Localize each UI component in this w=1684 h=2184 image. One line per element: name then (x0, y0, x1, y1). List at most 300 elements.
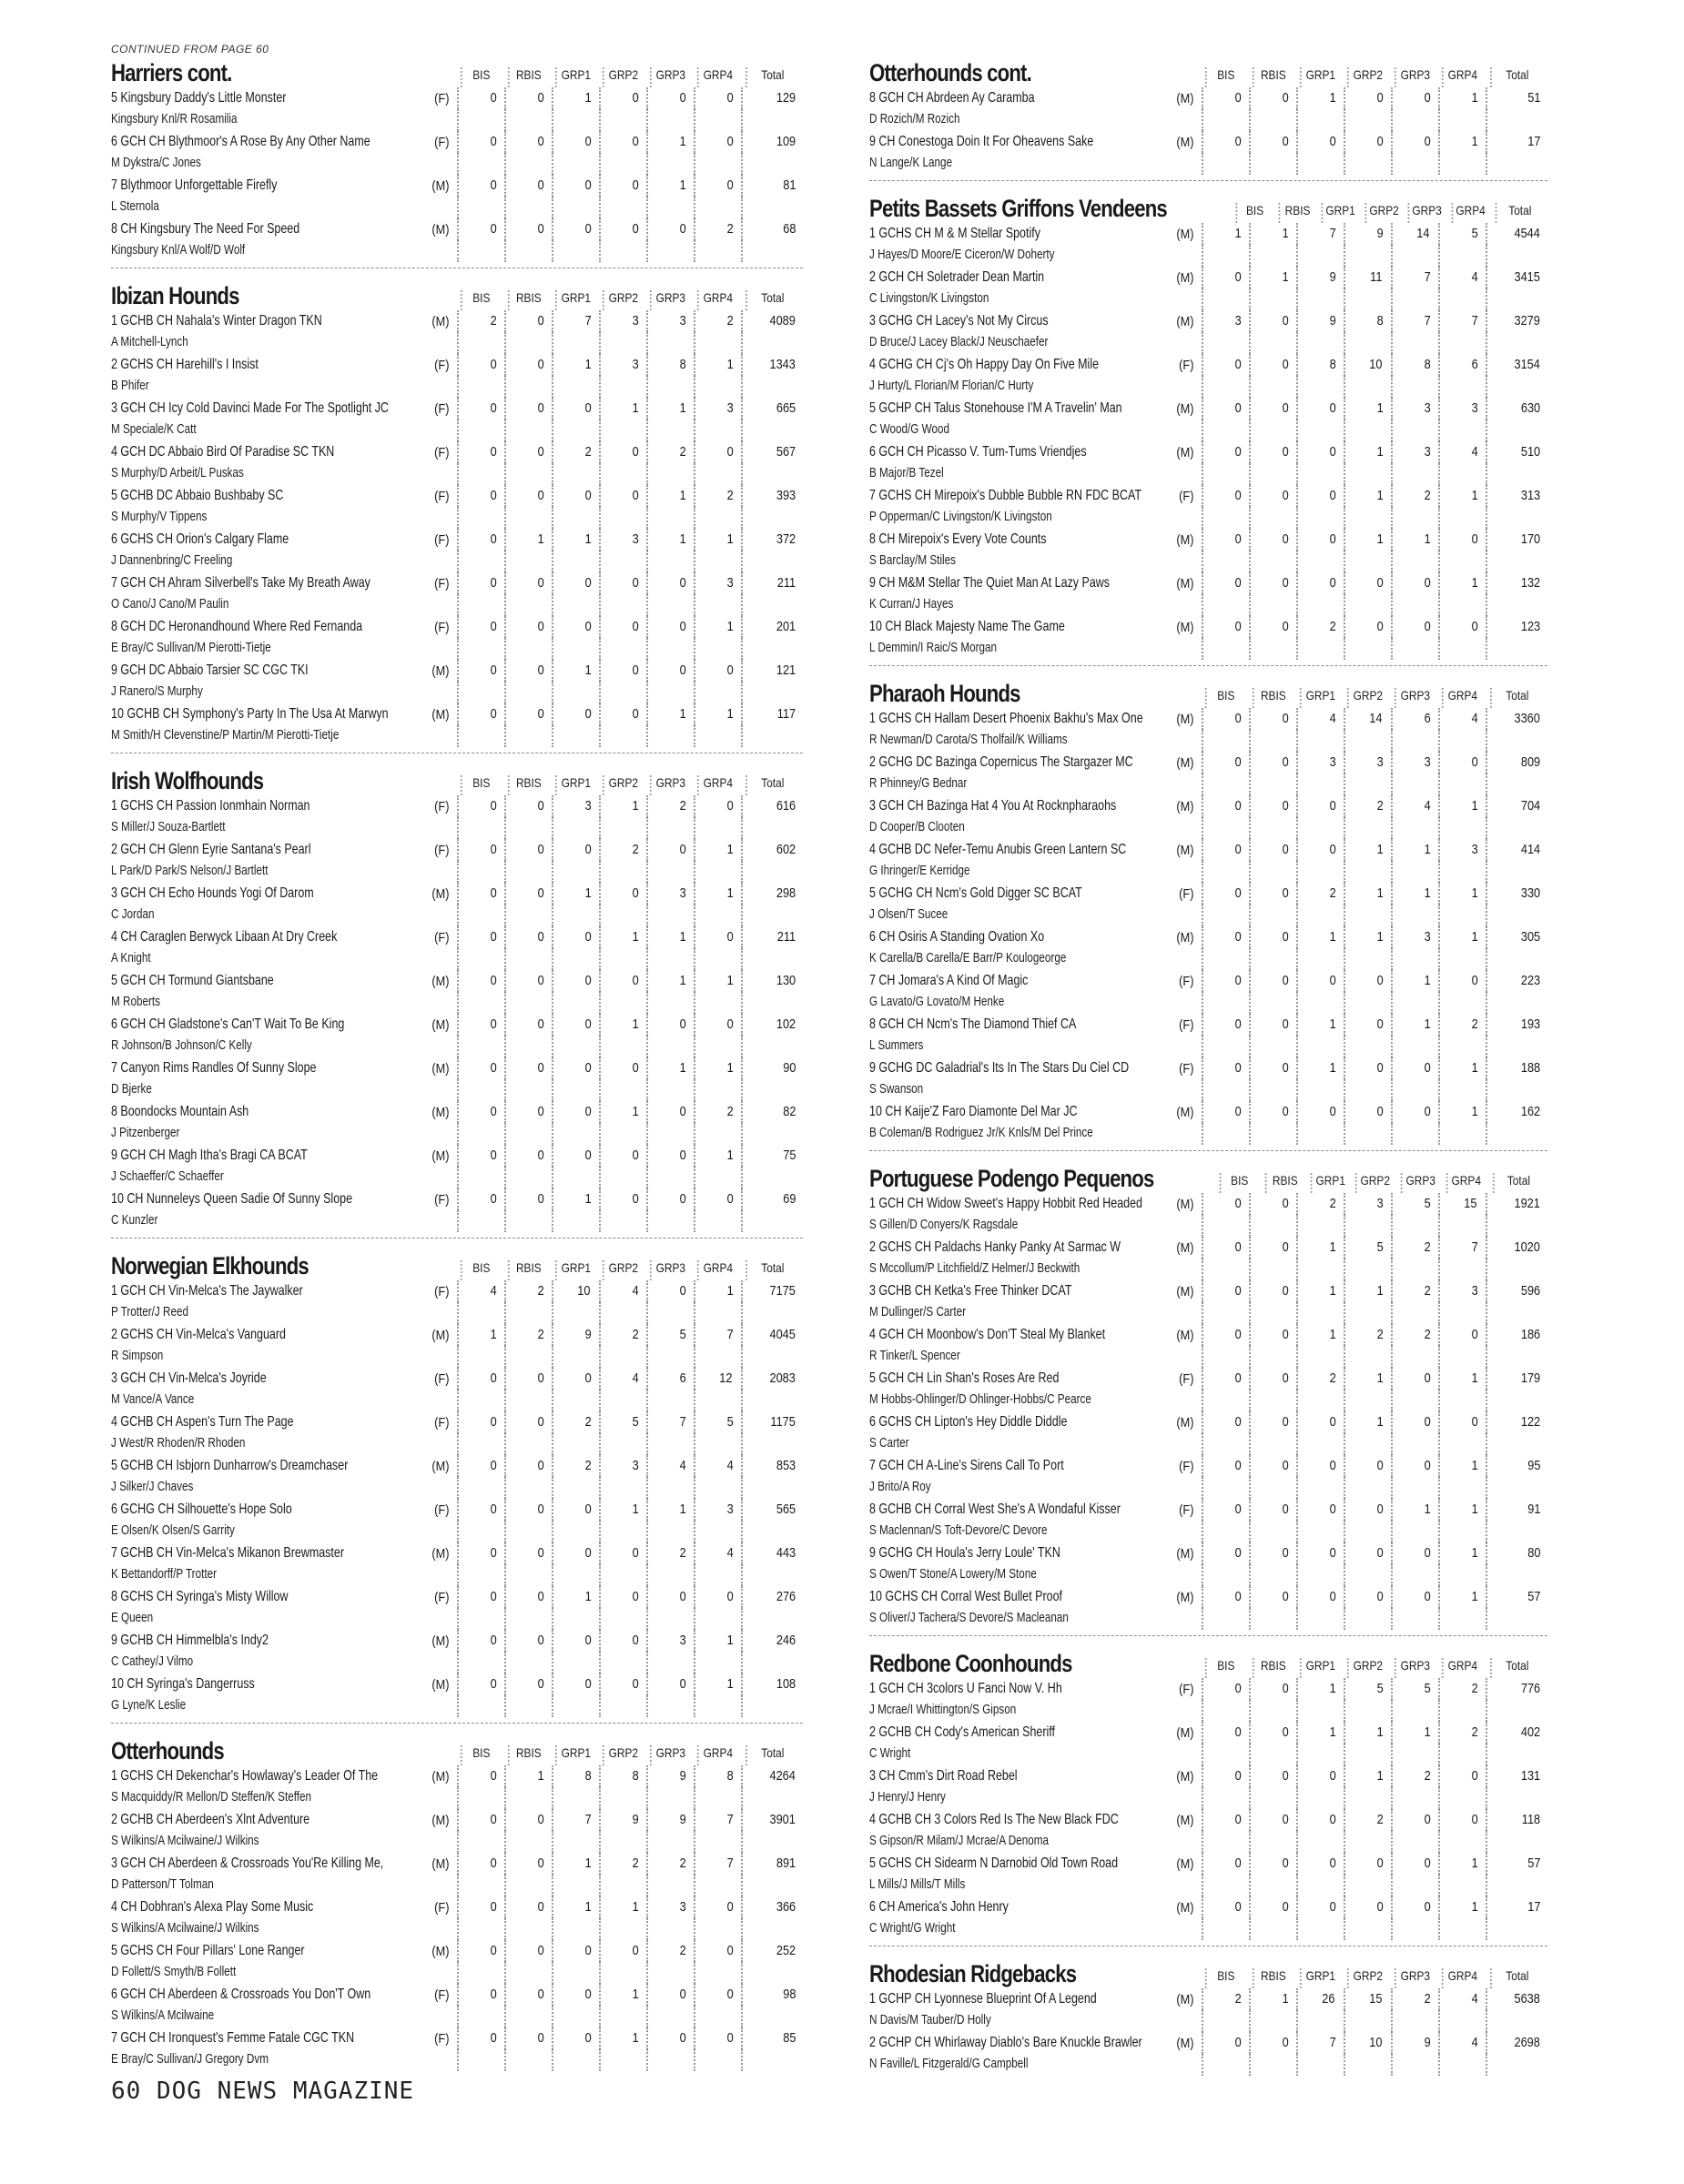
column-rule (457, 1123, 504, 1145)
column-header-total: Total (1490, 1658, 1543, 1678)
stat-value: 0 (1282, 575, 1289, 591)
owners-spacer (418, 109, 453, 131)
column-rule (646, 420, 694, 441)
stat-value: 0 (490, 1502, 497, 1517)
stat-bis (1202, 1678, 1249, 1700)
column-rule (1486, 992, 1547, 1014)
stat-value: 2 (726, 1104, 734, 1119)
stat-value: 0 (537, 1855, 544, 1871)
stat-value: 0 (490, 1414, 497, 1430)
entry-owners-row (869, 288, 1547, 310)
stat-value: 1 (1329, 1681, 1336, 1696)
stat-total (741, 616, 803, 638)
column-rule (1296, 774, 1344, 795)
stat-value: 0 (1329, 973, 1336, 988)
column-rule (1391, 1036, 1438, 1057)
stat-value: 305 (1520, 929, 1541, 945)
stat-grp4 (1438, 616, 1486, 638)
stat-value: 0 (1282, 973, 1289, 988)
column-rule (457, 1918, 504, 1940)
dog-name: 5 GCHS CH Four Pillars' Lone Ranger (111, 1943, 305, 1958)
entry-stats-row (111, 175, 803, 197)
stat-grp4 (1438, 839, 1486, 861)
column-rule (1202, 1918, 1249, 1940)
entry-owners-row (111, 861, 803, 883)
column-rule (1486, 638, 1547, 660)
stat-value: 4 (490, 1283, 497, 1299)
stat-value: 0 (584, 1370, 592, 1386)
column-rule (1249, 1521, 1296, 1542)
stat-grp3 (1391, 1678, 1438, 1700)
entry-owners-row (869, 507, 1547, 529)
section-title: Petits Bassets Griffons Vendeens (869, 195, 1167, 222)
owners-spacer (1162, 817, 1198, 839)
stat-grp1 (1296, 1896, 1344, 1918)
stat-grp3 (646, 970, 694, 992)
ranking-entry (869, 616, 1547, 660)
stat-grp2 (1344, 1988, 1391, 2010)
stat-grp1 (1296, 354, 1344, 376)
stat-value: 0 (1376, 134, 1384, 149)
stat-grp1 (552, 795, 599, 817)
dog-sex: (F) (434, 357, 450, 373)
entry-owners-row (869, 1036, 1547, 1057)
stat-grp4 (1438, 87, 1486, 109)
column-rule (1249, 2054, 1296, 2076)
stat-bis (457, 310, 504, 332)
ranking-entry (111, 970, 803, 1014)
entry-owners-row (111, 376, 803, 398)
column-rule (1344, 992, 1391, 1014)
entry-stats-row (111, 441, 803, 463)
dog-sex: (M) (431, 885, 450, 902)
column-rule (1344, 245, 1391, 267)
column-rule (504, 197, 552, 218)
stat-grp4 (694, 703, 741, 725)
column-rule (1486, 1079, 1547, 1101)
column-rule (1344, 288, 1391, 310)
column-rule (504, 1302, 552, 1324)
stat-value: 0 (679, 1283, 686, 1299)
stat-bis (457, 839, 504, 861)
stat-value: 0 (584, 1104, 592, 1119)
dog-name: 1 GCHB CH Nahala's Winter Dragon TKN (111, 313, 322, 329)
stat-value: 0 (1282, 1724, 1289, 1740)
ranking-entry (869, 354, 1547, 398)
stat-grp1 (1296, 87, 1344, 109)
stat-grp2 (1344, 752, 1391, 774)
owners-spacer (418, 1695, 453, 1717)
column-rule (552, 197, 599, 218)
stat-grp3 (1391, 1368, 1438, 1390)
stat-value: 0 (490, 1899, 497, 1915)
dog-owners: J Henry/J Henry (869, 1789, 946, 1805)
column-rule (1344, 1521, 1391, 1542)
entry-owners-row (869, 992, 1547, 1014)
column-rule (1391, 1831, 1438, 1853)
column-rule (1202, 992, 1249, 1014)
stat-rbis (1249, 310, 1296, 332)
dog-sex: (F) (1179, 1016, 1194, 1033)
stat-value: 0 (1376, 1104, 1384, 1119)
column-rule (599, 153, 646, 175)
ranking-entry (111, 616, 803, 660)
stat-value: 1 (1424, 1724, 1431, 1740)
stat-value: 393 (776, 488, 796, 503)
owners-spacer (1162, 1564, 1198, 1586)
entry-owners-row (111, 332, 803, 354)
column-rule (504, 1918, 552, 1940)
stat-total (741, 1542, 803, 1564)
entry-owners-row (111, 1918, 803, 1940)
stat-value: 0 (679, 1589, 686, 1604)
dog-name: 6 GCHS CH Orion's Calgary Flame (111, 531, 289, 547)
stat-bis (1202, 1411, 1249, 1433)
stat-total (741, 1368, 803, 1390)
stat-value: 1 (726, 1676, 734, 1692)
stat-value: 0 (679, 1148, 686, 1163)
stat-value: 0 (1234, 711, 1242, 726)
column-rule (1438, 905, 1486, 926)
stat-value: 0 (1471, 1768, 1478, 1784)
entry-owners-row (111, 682, 803, 703)
entry-owners-row (111, 2049, 803, 2071)
stat-total (1486, 1988, 1547, 2010)
column-rule (1344, 507, 1391, 529)
entry-stats-row (111, 1014, 803, 1036)
stat-grp4 (1438, 572, 1486, 594)
column-rule (741, 420, 803, 441)
stat-bis (1202, 795, 1249, 817)
stat-value: 0 (490, 1676, 497, 1692)
column-rule (1391, 463, 1438, 485)
stat-value: 0 (490, 488, 497, 503)
stat-grp3 (646, 1809, 694, 1831)
stat-bis (457, 441, 504, 463)
column-header-rbis: RBIS (1253, 1968, 1293, 1988)
stat-value: 0 (584, 1060, 592, 1076)
entry-owners-row (869, 153, 1547, 175)
stat-value: 8 (1376, 313, 1384, 329)
column-rule (1202, 1831, 1249, 1853)
column-rule (694, 1036, 741, 1057)
stat-bis (1202, 441, 1249, 463)
ranking-entry (869, 1586, 1547, 1630)
column-rule (741, 197, 803, 218)
stat-grp4 (694, 87, 741, 109)
owners-spacer (1162, 1346, 1198, 1368)
dog-sex: (F) (434, 1191, 450, 1208)
dog-owners: C Livingston/K Livingston (869, 290, 989, 306)
stat-grp4 (694, 485, 741, 507)
stat-bis (457, 1455, 504, 1477)
column-header-bis: BIS (461, 775, 501, 795)
stat-value: 12 (719, 1370, 733, 1386)
stat-value: 0 (1376, 1589, 1384, 1604)
stat-grp4 (694, 616, 741, 638)
stat-value: 90 (783, 1060, 796, 1076)
dog-owners: S Carter (869, 1435, 909, 1451)
stat-grp1 (1296, 926, 1344, 948)
dog-name: 10 CH Kaije'Z Faro Diamonte Del Mar JC (869, 1104, 1078, 1119)
stat-value: 9 (584, 1327, 592, 1342)
stat-value: 0 (537, 488, 544, 503)
entry-stats-row (869, 441, 1547, 463)
stat-value: 1 (1376, 488, 1384, 503)
ranking-entry (869, 1324, 1547, 1368)
dog-sex: (M) (1176, 531, 1194, 548)
dog-owners: J Hayes/D Moore/E Ciceron/W Doherty (869, 247, 1055, 262)
stat-value: 2 (584, 1414, 592, 1430)
stat-value: 0 (1329, 400, 1336, 416)
breed-section (869, 1164, 1547, 1636)
stat-value: 80 (1527, 1545, 1541, 1561)
owners-spacer (1162, 1875, 1198, 1896)
column-rule (1344, 2010, 1391, 2032)
column-rule (1344, 1477, 1391, 1499)
column-rule (552, 153, 599, 175)
column-rule (694, 1167, 741, 1188)
column-rule (599, 594, 646, 616)
stat-value: 8 (679, 357, 686, 372)
stat-value: 2 (726, 221, 734, 237)
entry-stats-row (869, 970, 1547, 992)
ranking-entry (111, 1368, 803, 1411)
stat-value: 0 (490, 1855, 497, 1871)
entry-owners-row (111, 1608, 803, 1630)
stat-value: 0 (490, 90, 497, 106)
stat-value: 2 (1471, 1681, 1478, 1696)
stat-rbis (504, 354, 552, 376)
stat-value: 0 (1282, 1899, 1289, 1915)
stat-value: 3 (1471, 1283, 1478, 1299)
stat-value: 3 (1424, 444, 1431, 460)
stat-value: 0 (1282, 798, 1289, 814)
column-rule (646, 2006, 694, 2027)
owners-spacer (1162, 1390, 1198, 1411)
stat-bis (457, 218, 504, 240)
stat-value: 0 (584, 400, 592, 416)
stat-total (1486, 970, 1547, 992)
stat-value: 0 (1424, 1370, 1431, 1386)
stat-value: 5 (679, 1327, 686, 1342)
stat-grp4 (1438, 1411, 1486, 1433)
column-rule (1296, 730, 1344, 752)
stat-value: 0 (726, 444, 734, 460)
stat-grp1 (1296, 1765, 1344, 1787)
stat-value: 2083 (769, 1370, 796, 1386)
column-header-grp3: GRP3 (650, 290, 690, 310)
column-rule (1249, 109, 1296, 131)
owners-spacer (1162, 2010, 1198, 2032)
stat-grp1 (552, 1940, 599, 1962)
stat-rbis (504, 1809, 552, 1831)
column-rule (1438, 1346, 1486, 1368)
owners-spacer (418, 1831, 453, 1853)
stat-grp3 (646, 1014, 694, 1036)
stat-grp2 (599, 1940, 646, 1962)
column-rule (1438, 774, 1486, 795)
entry-owners-row (111, 1123, 803, 1145)
stat-value: 0 (1234, 1327, 1242, 1342)
dog-name: 1 GCHS CH Dekenchar's Howlaway's Leader Of The (111, 1768, 379, 1784)
stat-value: 1 (584, 1899, 592, 1915)
stat-value: 0 (1376, 1899, 1384, 1915)
stat-grp2 (1344, 1368, 1391, 1390)
dog-owners: S Miller/J Souza-Bartlett (111, 819, 226, 834)
column-rule (1249, 861, 1296, 883)
column-header-total: Total (1490, 67, 1543, 87)
column-rule (741, 638, 803, 660)
stat-grp1 (552, 572, 599, 594)
stat-value: 69 (783, 1191, 796, 1207)
stat-value: 0 (1234, 929, 1242, 945)
dog-name: 3 GCHG CH Lacey's Not My Circus (869, 313, 1049, 329)
column-rule (1391, 638, 1438, 660)
stat-grp2 (599, 218, 646, 240)
column-rule (504, 1079, 552, 1101)
stat-grp4 (1438, 708, 1486, 730)
column-rule (457, 1787, 504, 1809)
stat-grp2 (1344, 2032, 1391, 2054)
entry-stats-row (111, 87, 803, 109)
entry-owners-row (111, 1787, 803, 1809)
stat-value: 5 (1424, 1196, 1431, 1211)
stat-grp2 (1344, 1193, 1391, 1215)
stat-grp3 (646, 795, 694, 817)
column-rule (1486, 1036, 1547, 1057)
stat-value: 1 (1471, 1855, 1478, 1871)
stat-value: 0 (537, 1458, 544, 1473)
stat-value: 9 (679, 1812, 686, 1827)
stat-value: 0 (1234, 1060, 1242, 1076)
stat-bis (457, 175, 504, 197)
stat-value: 0 (1234, 400, 1242, 416)
stat-value: 3 (1471, 842, 1478, 857)
column-rule (504, 1433, 552, 1455)
column-rule (599, 376, 646, 398)
stat-grp3 (1391, 1057, 1438, 1079)
stat-value: 0 (537, 444, 544, 460)
column-rule (457, 1079, 504, 1101)
owners-spacer (418, 1564, 453, 1586)
owners-spacer (418, 153, 453, 175)
stat-value: 0 (1424, 1458, 1431, 1473)
column-rule (1296, 594, 1344, 616)
stat-value: 2 (1329, 1196, 1336, 1211)
dog-sex: (M) (1176, 1283, 1194, 1299)
column-rule (1344, 1215, 1391, 1237)
column-rule (1438, 1700, 1486, 1722)
stat-value: 7 (1329, 2035, 1336, 2050)
entry-stats-row (869, 1280, 1547, 1302)
column-rule (741, 109, 803, 131)
column-rule (1202, 594, 1249, 616)
stat-value: 129 (776, 90, 796, 106)
stat-value: 0 (490, 929, 497, 945)
column-rule (1438, 817, 1486, 839)
dog-owners: S Barclay/M Stiles (869, 552, 956, 568)
stat-rbis (504, 1014, 552, 1036)
ranking-entry (869, 708, 1547, 752)
stat-value: 1 (1376, 1414, 1384, 1430)
owners-spacer (1162, 1302, 1198, 1324)
stat-grp1 (552, 1324, 599, 1346)
column-rule (1202, 1215, 1249, 1237)
column-rule (1486, 2054, 1547, 2076)
column-rule (457, 1036, 504, 1057)
entry-stats-row (111, 1411, 803, 1433)
ranking-entry (111, 175, 803, 218)
stat-grp1 (1296, 1722, 1344, 1744)
stat-value: 0 (1329, 531, 1336, 547)
column-rule (646, 638, 694, 660)
dog-owners: A Knight (111, 950, 151, 966)
column-header-grp4: GRP4 (697, 290, 737, 310)
stat-value: 0 (1234, 1589, 1242, 1604)
dog-name: 8 CH Mirepoix's Every Vote Counts (869, 531, 1047, 547)
stat-value: 4 (726, 1458, 734, 1473)
ranking-entry (869, 926, 1547, 970)
entry-stats-row (111, 1542, 803, 1564)
dog-name: 4 CH Caraglen Berwyck Libaan At Dry Creek (111, 929, 338, 945)
stat-grp4 (694, 131, 741, 153)
stat-value: 5638 (1514, 1991, 1540, 2007)
stat-value: 2 (632, 842, 639, 857)
stat-value: 1 (632, 1502, 639, 1517)
stat-total (741, 1411, 803, 1433)
entry-stats-row (869, 1101, 1547, 1123)
stat-rbis (1249, 1542, 1296, 1564)
stat-rbis (504, 1280, 552, 1302)
dog-sex: (M) (1176, 1899, 1194, 1916)
entry-owners-row (111, 507, 803, 529)
stat-bis (1202, 572, 1249, 594)
ranking-entry (869, 529, 1547, 572)
stat-value: 0 (632, 444, 639, 460)
stat-grp1 (552, 1280, 599, 1302)
column-rule (504, 109, 552, 131)
entry-owners-row (869, 1608, 1547, 1630)
stat-value: 15 (1369, 1991, 1383, 2007)
stat-grp2 (1344, 1542, 1391, 1564)
column-rule (646, 376, 694, 398)
owners-spacer (1162, 1079, 1198, 1101)
column-rule (1296, 1831, 1344, 1853)
column-rule (457, 2049, 504, 2071)
column-rule (599, 1564, 646, 1586)
stat-value: 9 (632, 1812, 639, 1827)
column-header-rbis: RBIS (1253, 1658, 1293, 1678)
stat-value: 1 (679, 531, 686, 547)
section-title: Portuguese Podengo Pequenos (869, 1165, 1154, 1192)
dog-owners: C Jordan (111, 906, 155, 922)
stat-value: 3 (679, 885, 686, 901)
stat-value: 9 (679, 1768, 686, 1784)
column-rule (694, 109, 741, 131)
stat-grp1 (1296, 1678, 1344, 1700)
column-rule (1202, 2010, 1249, 2032)
stat-total (741, 1188, 803, 1210)
ranking-entry (111, 1057, 803, 1101)
stat-value: 1 (1282, 269, 1289, 285)
stat-bis (1202, 267, 1249, 288)
column-rule (694, 682, 741, 703)
dog-sex: (M) (1176, 1768, 1194, 1785)
entry-stats-row (111, 1896, 803, 1918)
stat-value: 0 (537, 1016, 544, 1032)
stat-value: 1 (632, 2030, 639, 2046)
